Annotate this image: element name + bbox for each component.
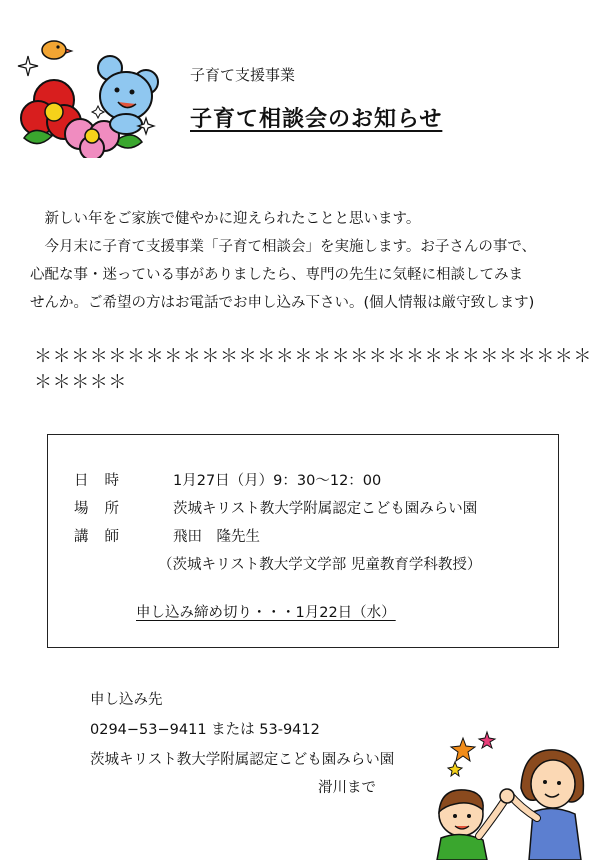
intro-line: 心配な事・迷っている事がありましたら、専門の先生に気軽に相談してみま xyxy=(30,267,523,283)
sparkle-icon xyxy=(18,56,38,76)
contact-phone: 0294−53−9411 または 53-9412 xyxy=(90,722,320,738)
lecturer-value: 飛田 隆先生 xyxy=(173,529,260,545)
star-icon xyxy=(448,762,462,776)
adult-figure-icon xyxy=(509,750,583,860)
flower-mouse-clipart xyxy=(14,38,164,158)
event-details-box xyxy=(47,434,559,648)
lecturer-label: 講師 xyxy=(74,529,135,545)
bird-icon xyxy=(42,41,72,59)
hand-icon xyxy=(500,789,514,803)
date-label: 日時 xyxy=(74,473,135,489)
program-subtitle: 子育て支援事業 xyxy=(190,66,296,84)
asterisk-separator: ＊＊＊＊＊＊＊＊＊＊＊＊＊＊＊＊＊＊＊＊＊＊＊＊＊＊＊＊＊＊＊＊＊＊＊ xyxy=(34,346,592,393)
intro-text xyxy=(30,205,585,317)
deadline-text: 申し込み締め切り・・・1月22日（水） xyxy=(136,605,396,621)
date-value: 1月27日（月）9：30～12：00 xyxy=(173,473,382,489)
intro-line: 今月末に子育て支援事業「子育て相談会」を実施します。お子さんの事で、 xyxy=(30,239,537,255)
star-icon xyxy=(479,732,495,748)
place-label: 場所 xyxy=(74,501,135,517)
intro-line: せんか。ご希望の方はお電話でお申し込み下さい。(個人情報は厳守致します) xyxy=(30,295,535,311)
contact-organization: 茨城キリスト教大学附属認定こども園みらい園 xyxy=(90,752,395,768)
child-figure-icon xyxy=(437,790,505,860)
page-title: 子育て相談会のお知らせ xyxy=(190,107,443,132)
star-icon xyxy=(451,738,475,761)
intro-line: 新しい年をご家族で健やかに迎えられたことと思います。 xyxy=(30,211,421,227)
contact-person: 滑川まで xyxy=(318,780,376,796)
high-five-clipart xyxy=(425,728,597,860)
lecturer-affiliation: （茨城キリスト教大学文学部 児童教育学科教授） xyxy=(158,557,482,573)
place-value: 茨城キリスト教大学附属認定こども園みらい園 xyxy=(173,501,478,517)
contact-heading: 申し込み先 xyxy=(90,692,163,708)
